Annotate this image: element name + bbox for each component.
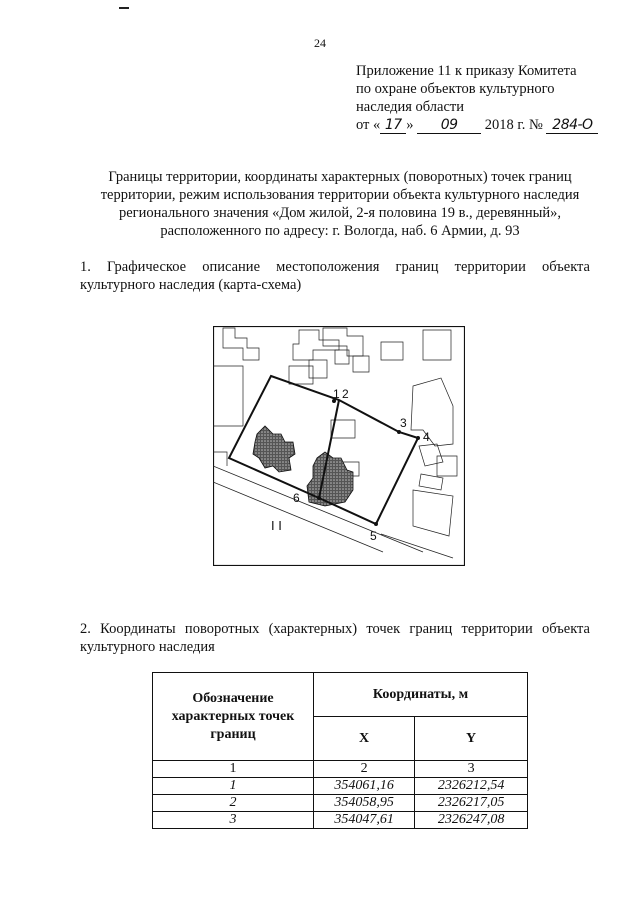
row-x: 354061,16 bbox=[314, 778, 415, 795]
table-row bbox=[153, 812, 528, 829]
section-2-heading bbox=[80, 620, 590, 656]
header-x: X bbox=[314, 717, 415, 761]
handwritten-month: 09 bbox=[417, 118, 481, 134]
section-2-line-1: 2. Координаты поворотных (характерных) точек границ территории объекта bbox=[80, 621, 590, 637]
page-number: 24 bbox=[314, 36, 326, 50]
map-point-label-2: 2 bbox=[342, 387, 349, 401]
title-line-3: регионального значения «Дом жилой, 2-я половина 19 в., деревянный», bbox=[118, 205, 562, 221]
title-line-1: Границы территории, координаты характерных (поворотных) точек границ bbox=[108, 169, 572, 185]
map-point-label-1: 1 bbox=[333, 387, 340, 401]
title-line-4: расположенного по адресу: г. Вологда, наб. 6 Армии, д. 93 bbox=[160, 223, 520, 239]
header-y: Y bbox=[415, 717, 528, 761]
map-point-label-3: 3 bbox=[400, 416, 407, 430]
map-point-label-6: 6 bbox=[293, 491, 300, 505]
section-1-heading bbox=[80, 258, 590, 294]
appendix-line-1: Приложение 11 к приказу Комитета bbox=[356, 63, 577, 79]
handwritten-order-number: 284-О bbox=[546, 118, 598, 134]
date-prefix: от « bbox=[356, 117, 381, 133]
row-x: 354058,95 bbox=[314, 795, 415, 812]
row-point: 3 bbox=[153, 812, 314, 829]
map-point-label-5: 5 bbox=[370, 529, 377, 543]
document-title bbox=[80, 168, 600, 240]
row-x: 354047,61 bbox=[314, 812, 415, 829]
table-row bbox=[153, 778, 528, 795]
column-number-2: 2 bbox=[314, 761, 415, 778]
coordinates-table bbox=[152, 672, 528, 829]
header-coordinates: Координаты, м bbox=[314, 673, 528, 717]
section-2-line-2: культурного наследия bbox=[80, 639, 215, 655]
date-mid: » bbox=[406, 117, 414, 133]
section-1-line-1: 1. Графическое описание местоположения границ территории объекта bbox=[80, 259, 590, 275]
appendix-date-line bbox=[356, 116, 616, 134]
row-y: 2326217,05 bbox=[415, 795, 528, 812]
site-map bbox=[213, 326, 465, 566]
map-point-label-4: 4 bbox=[423, 430, 430, 444]
column-number-1: 1 bbox=[153, 761, 314, 778]
date-year: 2018 г. № bbox=[484, 117, 543, 133]
section-1-line-2: культурного наследия (карта-схема) bbox=[80, 277, 302, 293]
row-y: 2326247,08 bbox=[415, 812, 528, 829]
header-designation: Обозначение характерных точек границ bbox=[153, 673, 314, 761]
map-area-label: I I bbox=[271, 518, 282, 533]
column-number-3: 3 bbox=[415, 761, 528, 778]
ink-mark bbox=[118, 6, 130, 10]
appendix-line-2: по охране объектов культурного bbox=[356, 81, 555, 97]
table-row bbox=[153, 795, 528, 812]
row-y: 2326212,54 bbox=[415, 778, 528, 795]
appendix-line-3: наследия области bbox=[356, 99, 465, 115]
title-line-2: территории, режим использования территории объекта культурного наследия bbox=[100, 187, 580, 203]
handwritten-day: 17 bbox=[380, 118, 406, 134]
row-point: 1 bbox=[153, 778, 314, 795]
row-point: 2 bbox=[153, 795, 314, 812]
appendix-header bbox=[356, 62, 616, 134]
